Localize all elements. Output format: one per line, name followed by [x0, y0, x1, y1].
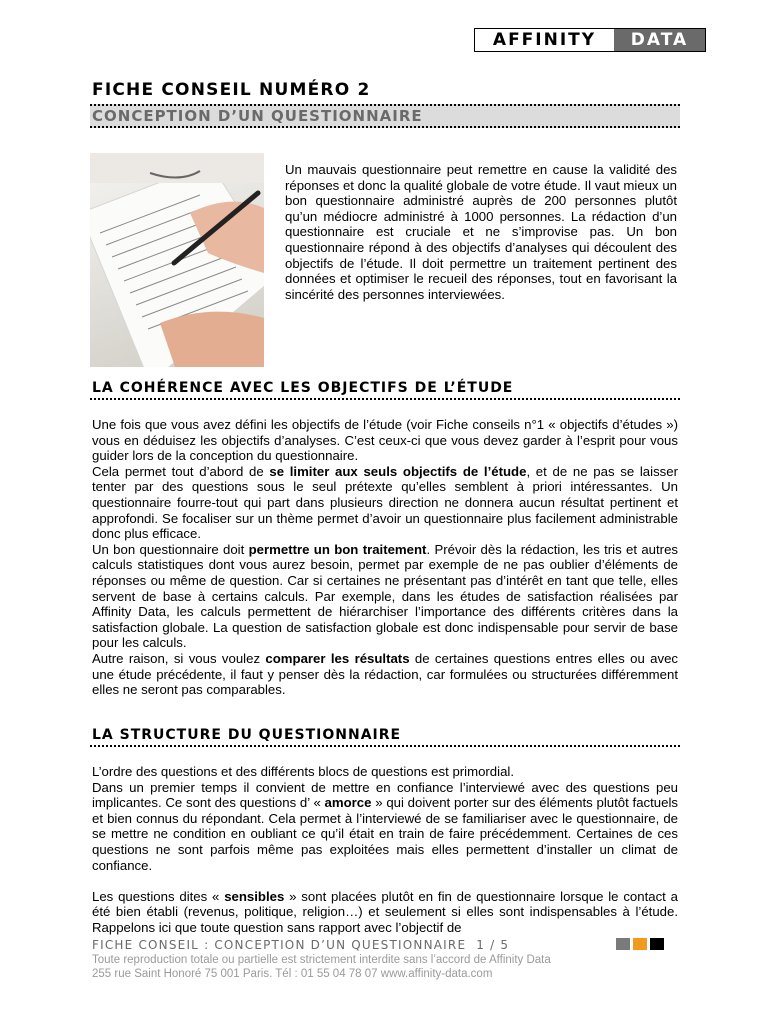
- section-divider: [90, 745, 680, 747]
- affinity-data-logo: [474, 28, 706, 52]
- section-divider: [90, 398, 680, 400]
- paragraph: Autre raison, si vous voulez comparer les résultats de certaines questions entres elles ou avec une étude précédente, il faut y penser dès la rédaction, car formulées ou structurées différemment elles ne seront pas comparables.: [92, 650, 678, 698]
- grey-square: [616, 938, 630, 950]
- intro-paragraph: Un mauvais questionnaire peut remettre en cause la validité des réponses et donc la qualité globale de votre étude. Il vaut mieux un bon questionnaire administré auprès de 200 personnes plutôt qu’un médiocre administré à 1000 personnes. La rédaction d’un questionnaire est cruciale et ne s’improvise pas. Un bon questionnaire répond à des objectifs d’analyses qui découlent des objectifs de l’étude. Il doit permettre un traitement pertinent des données et optimiser le recueil des réponses, tout en favorisant la sincérité des personnes interviewées.: [285, 162, 677, 302]
- paragraph: Une fois que vous avez défini les objectifs de l’étude (voir Fiche conseils n°1 « objectifs d’études ») vous en déduisez les objectifs d’analyses. C’est ceux-ci que vous devez garder à l’esprit pour vous guider lors de la conception du questionnaire.: [92, 417, 678, 464]
- section-structure-body: [92, 764, 678, 936]
- footer-address: 255 rue Saint Honoré 75 001 Paris. Tél : 01 55 04 78 07 www.affinity-data.com: [92, 968, 493, 980]
- paragraph: Les questions dites « sensibles » sont placées plutôt en fin de questionnaire lorsque le contact a été bien établi (revenus, politique, religion…) et seulement si elles sont indispensables à l’étude. Rappelons ici que toute question sans rapport avec l’objectif de: [92, 888, 678, 935]
- page-subtitle: CONCEPTION D’UN QUESTIONNAIRE: [92, 107, 423, 125]
- photo-illustration: [90, 153, 264, 367]
- section-heading-structure: LA STRUCTURE DU QUESTIONNAIRE: [92, 727, 402, 743]
- page-number: 1 / 5: [476, 938, 510, 952]
- footer-title-text: FICHE CONSEIL : CONCEPTION D’UN QUESTIONNAIRE: [92, 938, 467, 952]
- logo-part-affinity: AFFINITY: [475, 29, 614, 51]
- section-heading-coherence: LA COHÉRENCE AVEC LES OBJECTIFS DE L’ÉTUDE: [92, 380, 514, 396]
- orange-square: [633, 938, 647, 950]
- section-coherence-body: [92, 417, 678, 698]
- paragraph: Un bon questionnaire doit permettre un bon traitement. Prévoir dès la rédaction, les tris et autres calculs statistiques dont vous aurez besoin, permet par exemple de ne pas oublier d’éléments de réponses ou même de question. Car si certaines ne présentant pas d’intérêt en tant que telle, elles servent de base à certains calculs. Par exemple, dans les études de satisfaction réalisées par Affinity Data, les calculs permettent de hiérarchiser l’importance des différents critères dans la satisfaction globale. La question de satisfaction globale est donc indispensable pour servir de base pour les calculs.: [92, 541, 679, 651]
- footer-title: [92, 938, 509, 952]
- subtitle-band: [90, 104, 680, 128]
- paragraph: Cela permet tout d’abord de se limiter aux seuls objectifs de l’étude, et de ne pas se laisser tenter par des questions sous le seul prétexte qu’elles semblent à priori intéressantes. Un questionnaire fourre-tout qui part dans plusieurs direction ne donnera aucun résultat pertinent et approfondi. Se focaliser sur un thème permet d’avoir un questionnaire plus facilement administrable donc plus efficace.: [92, 463, 678, 542]
- footer-copyright: Toute reproduction totale ou partielle est strictement interdite sans l’accord de Affinity Data: [92, 954, 551, 966]
- paragraph: Dans un premier temps il convient de mettre en confiance l’interviewé avec des questions peu implicantes. Ce sont des questions d’ « amorce » qui doivent porter sur des éléments plutôt factuels et bien connus du répondant. Cela permet à l’interviewé de se familiariser avec le questionnaire, de se mettre ne condition en oubliant ce qu’il était en train de faire précédemment. Certaines de ces questions ne sont parfois même pas exploitées mais elles permettent d’installer un climat de confiance.: [92, 779, 678, 873]
- logo-part-data: DATA: [614, 29, 705, 51]
- questionnaire-photo: [90, 153, 264, 367]
- black-square: [650, 938, 664, 950]
- page-title: FICHE CONSEIL NUMÉRO 2: [92, 80, 371, 100]
- paragraph: L’ordre des questions et des différents blocs de questions est primordial.: [92, 764, 514, 779]
